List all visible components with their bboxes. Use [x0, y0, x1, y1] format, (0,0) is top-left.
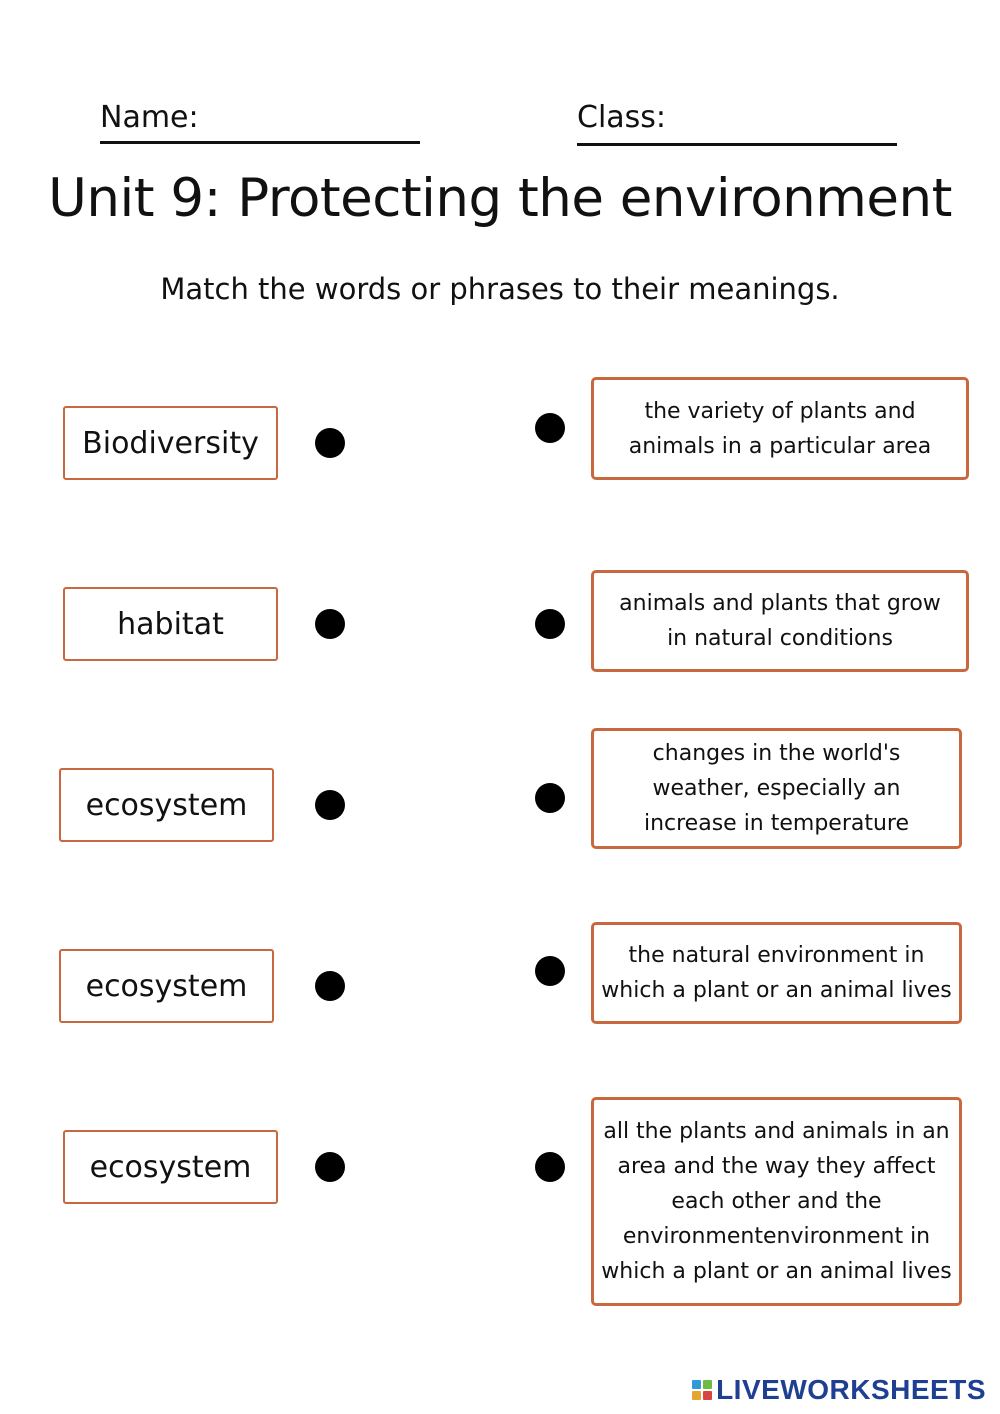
word-dot-4[interactable]	[315, 971, 345, 1001]
class-line[interactable]	[577, 143, 897, 146]
definition-box-5: all the plants and animals in an area and the way they affect each other and the environmentenvironment in which a plant or an animal lives	[591, 1097, 962, 1306]
definition-dot-2[interactable]	[535, 609, 565, 639]
word-dot-2[interactable]	[315, 609, 345, 639]
definition-dot-5[interactable]	[535, 1152, 565, 1182]
word-box-ecosystem-2: ecosystem	[59, 949, 274, 1023]
definition-box-4: the natural environment in which a plant or an animal lives	[591, 922, 962, 1024]
instruction-text: Match the words or phrases to their meanings.	[160, 272, 840, 306]
brand-logo-icon	[692, 1380, 712, 1400]
definition-box-3: changes in the world's weather, especially an increase in temperature	[591, 728, 962, 849]
definition-dot-1[interactable]	[535, 413, 565, 443]
word-dot-1[interactable]	[315, 428, 345, 458]
word-box-ecosystem-3: ecosystem	[63, 1130, 278, 1204]
class-label: Class:	[577, 100, 667, 135]
name-line[interactable]	[100, 141, 420, 144]
page-title: Unit 9: Protecting the environment	[48, 168, 952, 229]
definition-dot-4[interactable]	[535, 956, 565, 986]
definition-box-1: the variety of plants and animals in a particular area	[591, 377, 969, 480]
word-box-ecosystem-1: ecosystem	[59, 768, 274, 842]
name-label: Name:	[100, 100, 199, 135]
word-box-biodiversity: Biodiversity	[63, 406, 278, 480]
word-box-habitat: habitat	[63, 587, 278, 661]
brand-name: LIVEWORKSHEETS	[716, 1374, 986, 1405]
word-dot-3[interactable]	[315, 790, 345, 820]
liveworksheets-logo	[692, 1374, 986, 1406]
definition-box-2: animals and plants that grow in natural conditions	[591, 570, 969, 672]
definition-dot-3[interactable]	[535, 783, 565, 813]
word-dot-5[interactable]	[315, 1152, 345, 1182]
